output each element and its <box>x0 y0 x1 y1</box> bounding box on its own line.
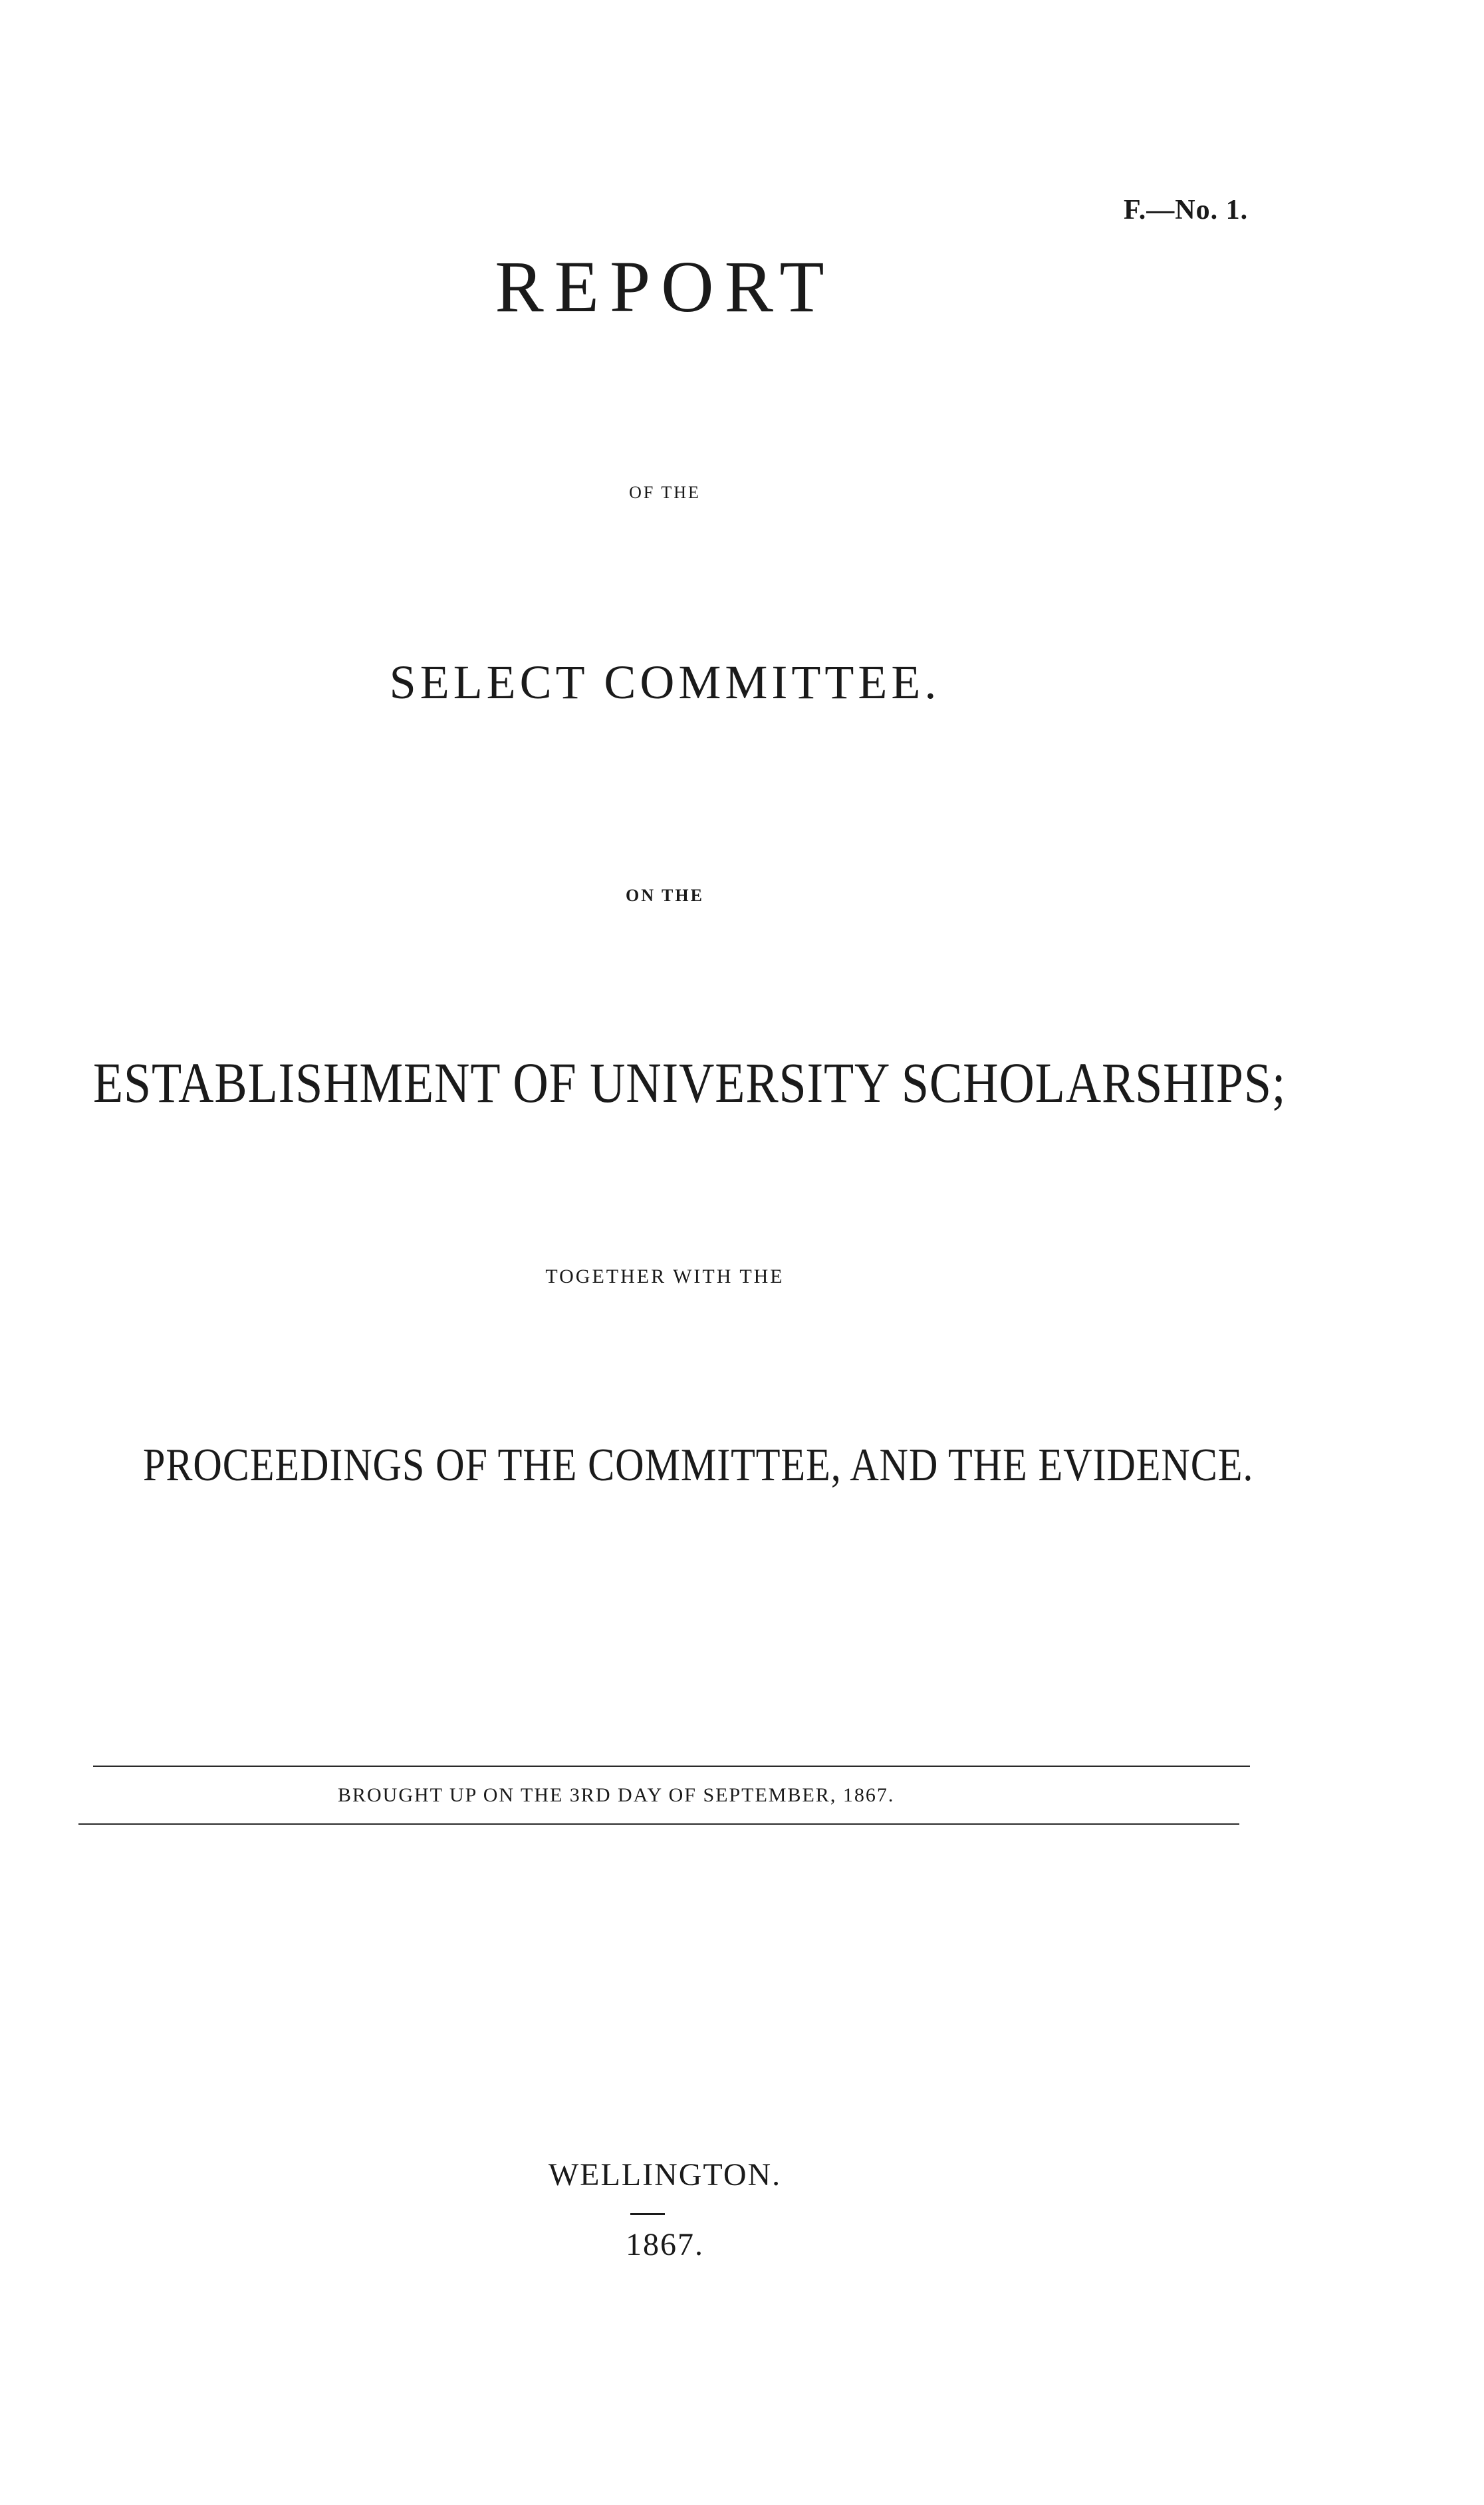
document-reference: F.—No. 1. <box>1124 195 1249 225</box>
report-title: REPORT <box>495 246 835 327</box>
committee-name: SELECT COMMITTEE. <box>389 656 941 709</box>
on-the-label: ON THE <box>626 886 704 905</box>
report-subject: ESTABLISHMENT OF UNIVERSITY SCHOLARSHIPS; <box>93 1051 1287 1115</box>
imprint-place: WELLINGTON. <box>548 2157 782 2192</box>
brought-up-date: BROUGHT UP ON THE 3RD DAY OF SEPTEMBER, 1867. <box>338 1784 895 1806</box>
together-with-label: TOGETHER WITH THE <box>545 1265 785 1287</box>
proceedings-line: PROCEEDINGS OF THE COMMITTEE, AND THE EVIDENCE. <box>143 1440 1254 1491</box>
imprint-dash <box>630 2213 665 2215</box>
imprint-year: 1867. <box>626 2227 704 2262</box>
divider-rule-bottom <box>78 1823 1239 1825</box>
divider-rule-top <box>93 1766 1250 1767</box>
of-the-label: OF THE <box>629 483 701 502</box>
